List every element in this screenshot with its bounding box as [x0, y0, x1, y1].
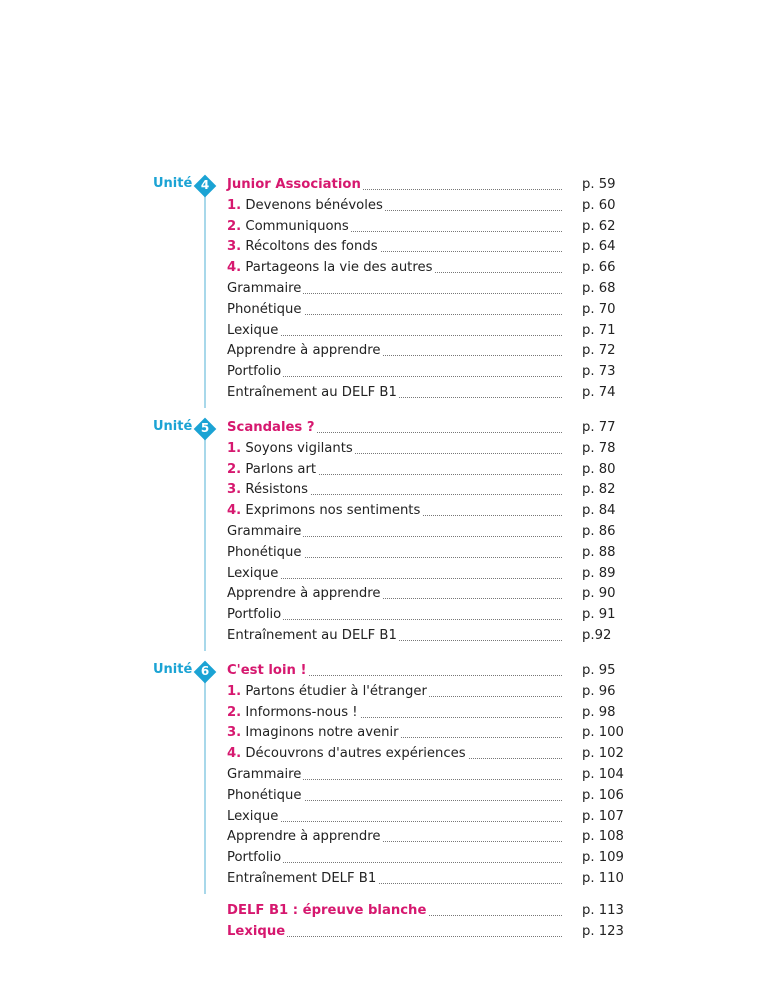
- toc-entry[interactable]: [227, 258, 627, 278]
- toc-entry[interactable]: [227, 217, 627, 237]
- entry-title-text: Phonétique: [227, 544, 302, 560]
- toc-entry[interactable]: [227, 543, 627, 563]
- entry-title: [227, 418, 317, 438]
- entry-title: [227, 922, 287, 942]
- toc-entry[interactable]: [227, 196, 627, 216]
- page-number: p. 74: [582, 385, 616, 400]
- page-number: p. 109: [582, 850, 624, 866]
- unit-label: Unité: [153, 176, 193, 191]
- page-number: p. 104: [582, 767, 624, 782]
- page-number: p. 62: [582, 218, 616, 234]
- page-number: p. 89: [582, 565, 616, 581]
- page-number: p. 110: [582, 871, 624, 886]
- entry-title: [227, 258, 434, 278]
- entry-title: [227, 341, 383, 361]
- toc-entry[interactable]: [227, 744, 627, 764]
- lesson-number: 1.: [227, 683, 242, 699]
- entry-title-text: Phonétique: [227, 301, 302, 317]
- entry-title-text: Entraînement au DELF B1: [227, 385, 397, 400]
- entry-title-text: Entraînement au DELF B1: [227, 628, 397, 643]
- entry-title-text: Lexique: [227, 808, 279, 824]
- lesson-number: 3.: [227, 725, 242, 741]
- page-number: p. 88: [582, 544, 616, 560]
- unit-divider-line: [204, 438, 206, 651]
- page-number: p. 78: [582, 440, 616, 456]
- page-number: p. 68: [582, 281, 616, 296]
- entry-title-text: Portfolio: [227, 607, 282, 623]
- page-number: p. 100: [582, 725, 624, 741]
- entry-title-text: Junior Association: [227, 177, 361, 192]
- toc-entry[interactable]: [227, 807, 627, 827]
- entry-title: [227, 682, 429, 702]
- page-number: p. 73: [582, 364, 616, 380]
- entry-title-text: C'est loin !: [227, 663, 307, 678]
- entry-title: [227, 605, 283, 625]
- page-number: p. 64: [582, 239, 616, 255]
- lesson-number: 3.: [227, 239, 242, 255]
- toc-entry[interactable]: [227, 341, 627, 361]
- entry-title: [227, 439, 355, 459]
- page-number: p. 86: [582, 524, 616, 539]
- entry-title: [227, 744, 468, 764]
- page-number: p. 77: [582, 420, 616, 435]
- entry-title: [227, 300, 304, 320]
- unit-label: Unité: [153, 419, 193, 434]
- entry-title-text: Partageons la vie des autres: [245, 260, 433, 276]
- page-number: p. 80: [582, 461, 616, 477]
- toc-entry[interactable]: [227, 786, 627, 806]
- entry-title-text: Imaginons notre avenir: [245, 725, 399, 741]
- entry-title: [227, 501, 422, 521]
- entry-title: [227, 661, 309, 681]
- unit-number-badge: [194, 661, 216, 683]
- toc-entry[interactable]: [227, 279, 627, 299]
- entry-title-text: Grammaire: [227, 524, 302, 539]
- toc-entry[interactable]: [227, 703, 627, 723]
- toc-entry[interactable]: [227, 848, 627, 868]
- entry-title-text: Scandales ?: [227, 420, 315, 435]
- entry-title: [227, 217, 351, 237]
- toc-entry[interactable]: [227, 175, 627, 195]
- entry-title-text: Apprendre à apprendre: [227, 829, 381, 845]
- toc-entry[interactable]: [227, 418, 627, 438]
- entry-title-text: Soyons vigilants: [245, 440, 353, 456]
- toc-entry[interactable]: [227, 682, 627, 702]
- entry-title-text: Récoltons des fonds: [245, 239, 378, 255]
- unit-number: 4: [200, 178, 210, 192]
- entry-title-text: Partons étudier à l'étranger: [245, 683, 427, 699]
- entry-title-text: Communiquons: [245, 218, 349, 234]
- entry-title: [227, 786, 304, 806]
- entry-title-text: Grammaire: [227, 281, 302, 296]
- toc-entry[interactable]: [227, 901, 627, 921]
- unit-divider-line: [204, 195, 206, 408]
- lesson-number: 4.: [227, 503, 242, 519]
- entry-title: [227, 543, 304, 563]
- toc-entry[interactable]: [227, 237, 627, 257]
- lesson-number: 1.: [227, 440, 242, 456]
- lesson-number: 2.: [227, 461, 242, 477]
- lesson-number: 1.: [227, 197, 242, 213]
- page-number: p. 82: [582, 482, 616, 498]
- entry-title-text: Grammaire: [227, 767, 302, 782]
- entry-title-text: Apprendre à apprendre: [227, 586, 381, 602]
- entry-title: [227, 869, 378, 889]
- toc-entry[interactable]: [227, 869, 627, 889]
- page-number: p. 102: [582, 746, 624, 762]
- toc-entry[interactable]: [227, 522, 627, 542]
- lesson-number: 2.: [227, 704, 242, 720]
- entry-title-text: Résistons: [245, 482, 308, 498]
- page-number: p. 84: [582, 503, 616, 519]
- entry-title-text: Exprimons nos sentiments: [245, 503, 421, 519]
- toc-entry[interactable]: [227, 480, 627, 500]
- entry-title-text: Portfolio: [227, 364, 282, 380]
- entry-title-text: Entraînement DELF B1: [227, 871, 377, 886]
- page-number: p. 108: [582, 829, 624, 845]
- toc-entry[interactable]: [227, 827, 627, 847]
- page-number: p. 107: [582, 808, 624, 824]
- lesson-number: 4.: [227, 260, 242, 276]
- unit-number: 6: [200, 664, 210, 678]
- toc-entry[interactable]: [227, 605, 627, 625]
- toc-entry[interactable]: [227, 584, 627, 604]
- entry-title-text: Lexique: [227, 565, 279, 581]
- page-number: p. 123: [582, 923, 624, 939]
- entry-title-text: Apprendre à apprendre: [227, 343, 381, 359]
- entry-title: [227, 175, 363, 195]
- entry-title-text: Phonétique: [227, 787, 302, 803]
- toc-entry[interactable]: [227, 321, 627, 341]
- entry-title-text: Devenons bénévoles: [245, 197, 383, 213]
- page-number: p. 95: [582, 663, 616, 678]
- toc-entry[interactable]: [227, 723, 627, 743]
- toc-entry[interactable]: [227, 922, 627, 942]
- lesson-number: 4.: [227, 746, 242, 762]
- unit-label: Unité: [153, 662, 193, 677]
- entry-title-text: Lexique: [227, 322, 279, 338]
- entry-title: [227, 765, 303, 785]
- page-number: p. 70: [582, 301, 616, 317]
- page-number: p.92: [582, 628, 612, 643]
- entry-title: [227, 827, 383, 847]
- unit-number-badge: [194, 175, 216, 197]
- entry-title: [227, 279, 303, 299]
- toc-entry[interactable]: [227, 460, 627, 480]
- entry-title: [227, 723, 401, 743]
- entry-title: [227, 321, 280, 341]
- toc-entry[interactable]: [227, 439, 627, 459]
- toc-entry[interactable]: [227, 383, 627, 403]
- unit-divider-line: [204, 681, 206, 894]
- lesson-number: 2.: [227, 218, 242, 234]
- unit-number-badge: [194, 418, 216, 440]
- toc-entry[interactable]: [227, 362, 627, 382]
- page-number: p. 113: [582, 903, 624, 918]
- entry-title-text: Informons-nous !: [245, 704, 358, 720]
- entry-title: [227, 237, 380, 257]
- entry-title: [227, 522, 303, 542]
- page-number: p. 98: [582, 704, 616, 720]
- entry-title: [227, 362, 283, 382]
- entry-title: [227, 848, 283, 868]
- page-number: p. 66: [582, 260, 616, 276]
- page-number: p. 59: [582, 177, 616, 192]
- entry-title-text: Découvrons d'autres expériences: [245, 746, 466, 762]
- entry-title: [227, 196, 385, 216]
- toc-entry[interactable]: [227, 564, 627, 584]
- entry-title-text: Portfolio: [227, 850, 282, 866]
- page-number: p. 96: [582, 683, 616, 699]
- entry-title-text: Parlons art: [245, 461, 317, 477]
- toc-entry[interactable]: [227, 661, 627, 681]
- entry-title: [227, 383, 399, 403]
- page-number: p. 60: [582, 197, 616, 213]
- entry-title: [227, 584, 383, 604]
- entry-title: [227, 460, 318, 480]
- entry-title-text: DELF B1 : épreuve blanche: [227, 903, 427, 918]
- page-number: p. 71: [582, 322, 616, 338]
- toc-entry[interactable]: [227, 501, 627, 521]
- toc-entry[interactable]: [227, 300, 627, 320]
- page-number: p. 90: [582, 586, 616, 602]
- entry-title: [227, 480, 310, 500]
- entry-title: [227, 626, 399, 646]
- lesson-number: 3.: [227, 482, 242, 498]
- unit-number: 5: [200, 421, 210, 435]
- entry-title-text: Lexique: [227, 923, 286, 939]
- entry-title: [227, 564, 280, 584]
- entry-title: [227, 901, 428, 921]
- page-number: p. 91: [582, 607, 616, 623]
- toc-entry[interactable]: [227, 765, 627, 785]
- entry-title: [227, 703, 360, 723]
- page-number: p. 106: [582, 787, 624, 803]
- toc-entry[interactable]: [227, 626, 627, 646]
- entry-title: [227, 807, 280, 827]
- page-number: p. 72: [582, 343, 616, 359]
